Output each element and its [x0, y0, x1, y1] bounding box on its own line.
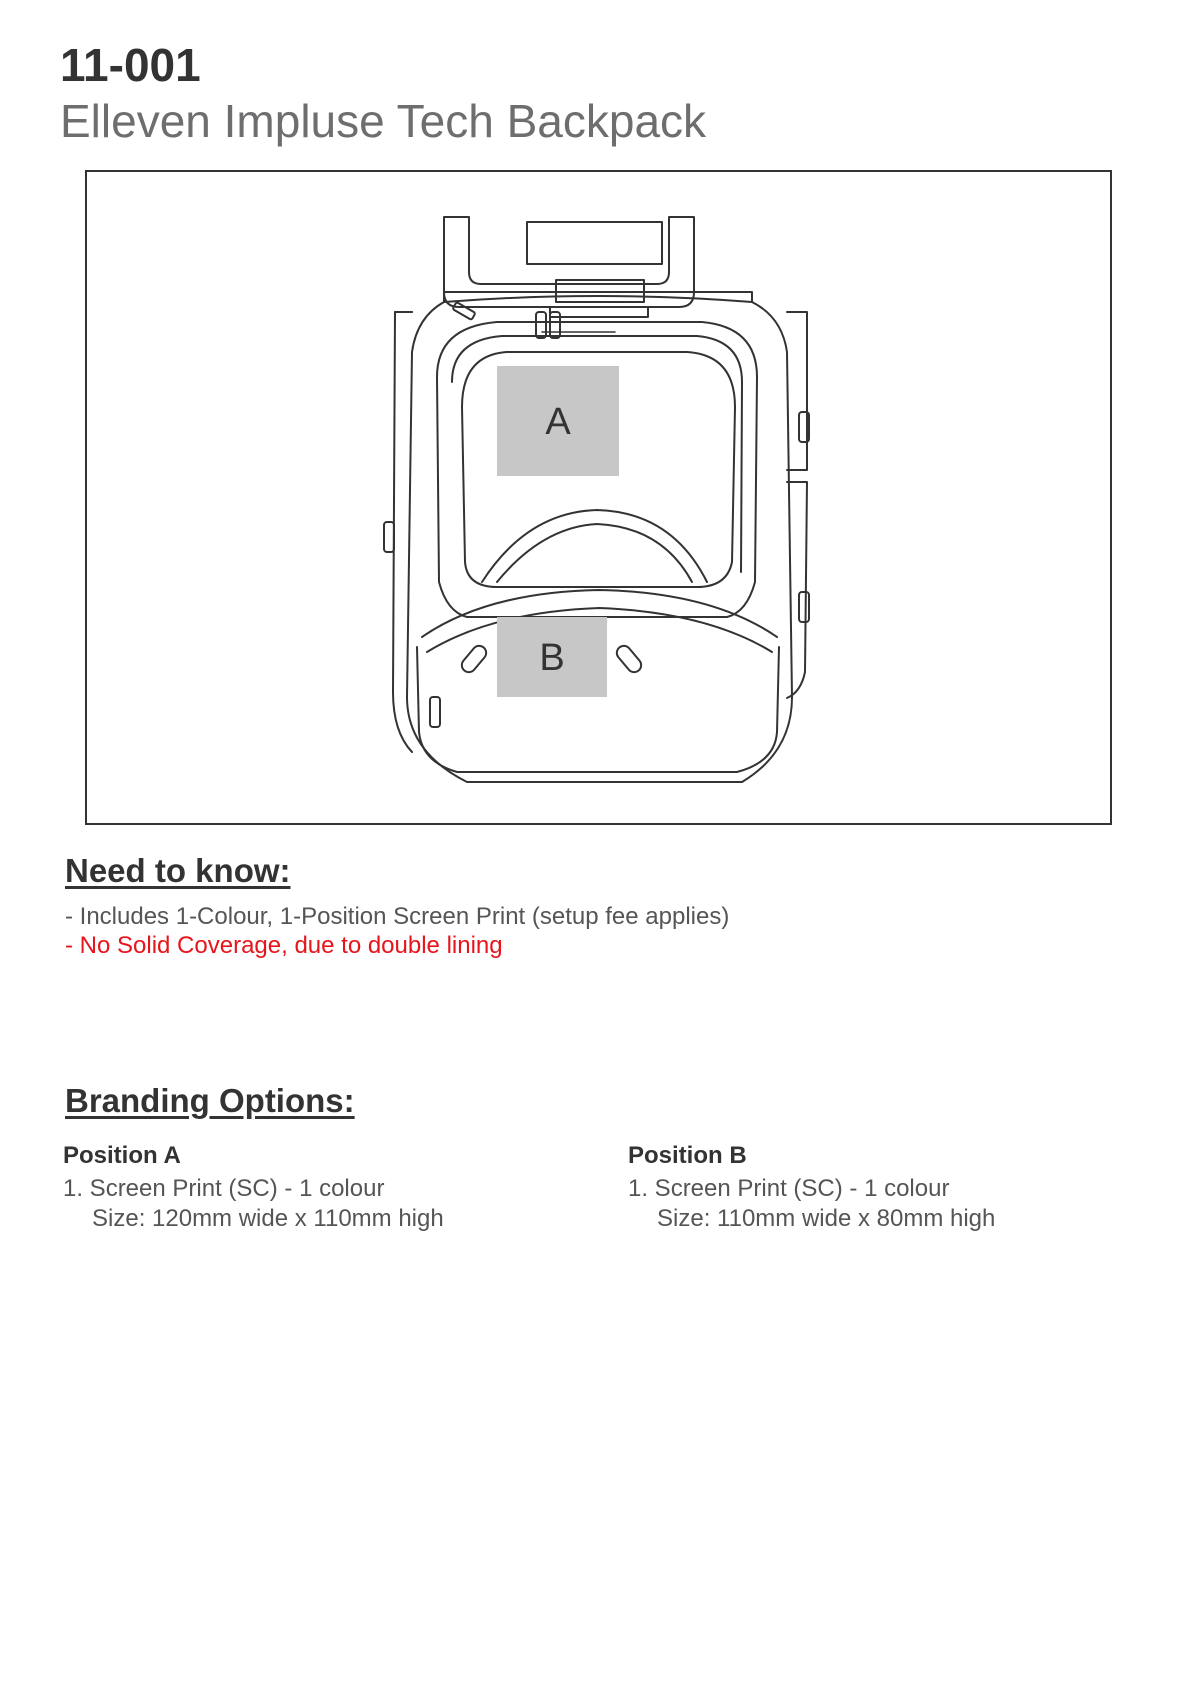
position-a-title: Position A — [63, 1142, 181, 1169]
position-b-size: Size: 110mm wide x 80mm high — [657, 1205, 996, 1232]
product-image-frame — [85, 170, 1112, 825]
position-b-title: Position B — [628, 1142, 747, 1169]
note-item: - Includes 1-Colour, 1-Position Screen Print (setup fee applies) — [65, 903, 730, 930]
backpack-illustration — [87, 172, 1114, 827]
product-name: Elleven Impluse Tech Backpack — [60, 95, 707, 147]
need-to-know-heading: Need to know: — [65, 852, 291, 889]
position-a-method: 1. Screen Print (SC) - 1 colour — [63, 1175, 385, 1202]
position-b-method: 1. Screen Print (SC) - 1 colour — [628, 1175, 950, 1202]
position-b-block — [628, 1142, 995, 1234]
position-a-block — [63, 1142, 444, 1234]
print-area-b-label: B — [539, 637, 565, 679]
product-code: 11-001 — [60, 39, 201, 91]
note-item-warning: - No Solid Coverage, due to double lining — [65, 932, 503, 959]
branding-options-heading: Branding Options: — [65, 1082, 355, 1119]
position-a-size: Size: 120mm wide x 110mm high — [92, 1205, 444, 1232]
print-area-a-label: A — [545, 401, 571, 443]
